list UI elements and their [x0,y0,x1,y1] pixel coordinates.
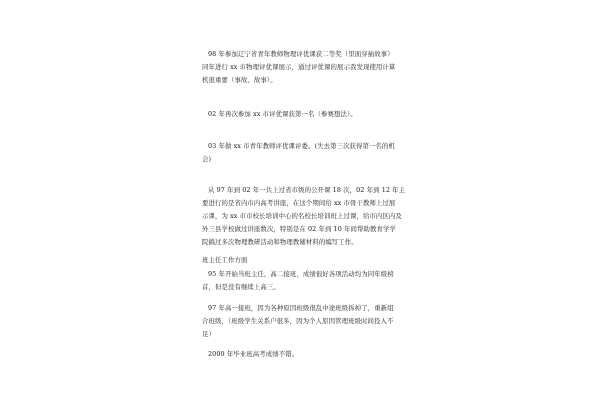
paragraph-1997 [202,302,422,341]
text-line: 首，但是没有继续上高三。 [202,283,280,291]
text-line: 03 年做 xx 市青年教师评优课评委。(失去第三次获得第一名的机 [208,142,395,150]
text-line: 98 年参加辽宁省青年教师物理评优课获二等奖（里面穿插故事） [208,50,394,58]
text-line: 2000 年毕业班高考成绩不错。 [208,350,299,358]
paragraph-1995 [202,268,422,294]
text-line: 示课，为 xx 市市校长培训中心的名校长培训班上过课，给市内区内及 [202,212,402,220]
paragraph-award-1998 [202,48,422,87]
text-line: 97 年高一接班，因为各种原因班级很乱中途班级拆掉了，重新组 [208,304,394,312]
text-line: 要进行的是省内市内高考讲座，在这个期间给 xx 市骨干教师上过展 [202,199,396,207]
heading-text: 班主任工作方面 [202,256,248,264]
text-line: 从 97 年到 02 年一共上过省市级的公开课 18 次，02 年到 12 年主 [208,186,406,194]
text-line: 合班级，（班级学生关系户很多，因为个人原因管理班级时间投入不 [202,317,394,325]
text-line: 院搞过多次物理教研活动和物理教辅材料的编写工作。 [202,238,358,246]
text-line: 95 年开始当班主任，高二接班，成绩很好各项活动均为同年级榜 [208,270,394,278]
text-line: 外三县学校做过讲座数次，特别是在 02 年到 10 年间帮助教育学学 [202,225,396,233]
section-heading-class-teacher [202,254,422,267]
text-line: 会) [202,155,212,163]
paragraph-judge-2003 [202,140,422,166]
paragraph-2000 [202,348,422,361]
text-line: 机很重要（事故、故事）。 [202,76,277,84]
text-line: 02 年再次参加 xx 市评优课获第一名（参赛想法）。 [208,110,357,118]
paragraph-award-2002 [202,108,422,121]
text-line: 足） [202,330,215,338]
text-line: 同年进行 xx 市物理评优课展示，通过评优课的展示我发现使用计算 [202,63,396,71]
paragraph-public-lessons [202,184,422,249]
